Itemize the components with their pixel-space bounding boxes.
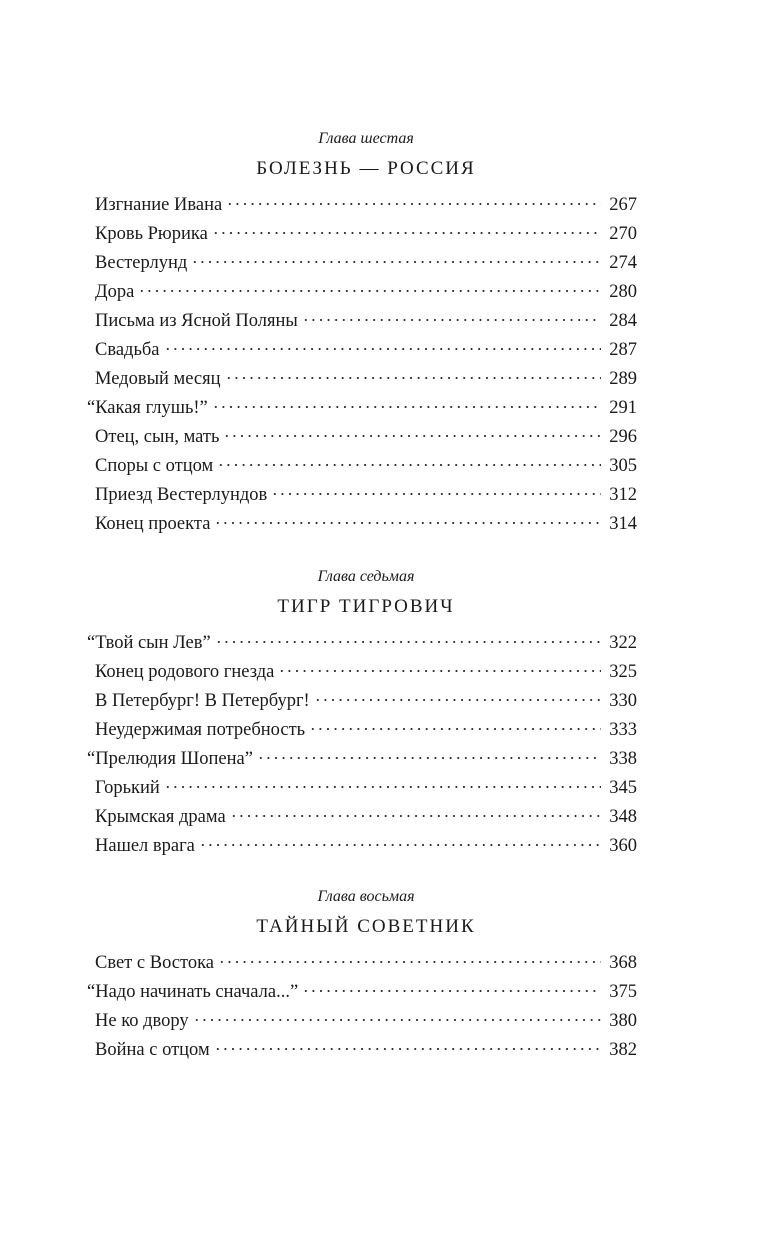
toc-entry-title: “Твой сын Лев” <box>87 633 211 653</box>
toc-list <box>87 629 637 861</box>
toc-entry-page: 345 <box>609 778 637 798</box>
toc-entry <box>95 481 637 510</box>
chapter-6-section <box>87 129 637 539</box>
toc-entry-page: 267 <box>609 195 637 215</box>
dot-leader <box>214 1047 601 1051</box>
toc-entry-title: Неудержимая потребность <box>95 720 306 740</box>
toc-entry-title: Крымская драма <box>95 807 226 827</box>
toc-entry-page: 380 <box>609 1011 637 1031</box>
dot-leader <box>214 521 601 525</box>
dot-leader <box>138 289 601 293</box>
dot-leader <box>257 756 601 760</box>
toc-entry-title: Кровь Рюрика <box>95 224 208 244</box>
toc-entry-title: Приезд Вестерлундов <box>95 485 268 505</box>
dot-leader <box>302 318 601 322</box>
toc-entry-title: “Надо начинать сначала...” <box>87 982 299 1002</box>
toc-entry-page: 360 <box>609 836 637 856</box>
chapter-label: Глава седьмая <box>317 568 415 585</box>
toc-entry <box>95 510 637 539</box>
toc-list <box>87 191 637 539</box>
dot-leader <box>309 727 601 731</box>
toc-entry <box>87 394 637 423</box>
toc-entry-page: 296 <box>609 427 637 447</box>
toc-entry <box>95 832 637 861</box>
dot-leader <box>218 960 601 964</box>
dot-leader <box>223 434 601 438</box>
toc-entry-title: Война с отцом <box>95 1040 210 1060</box>
toc-entry-page: 291 <box>609 398 637 418</box>
toc-entry-title: Медовый месяц <box>95 369 221 389</box>
toc-list <box>87 949 637 1065</box>
toc-entry <box>95 365 637 394</box>
dot-leader <box>226 202 601 206</box>
toc-entry-page: 375 <box>609 982 637 1002</box>
toc-entry-title: Не ко двору <box>95 1011 189 1031</box>
toc-entry-title: Конец проекта <box>95 514 211 534</box>
dot-leader <box>230 814 601 818</box>
toc-entry-title: “Какая глушь!” <box>87 398 208 418</box>
toc-entry <box>87 745 637 774</box>
toc-entry-title: Горький <box>95 778 160 798</box>
toc-entry-title: Свадьба <box>95 340 160 360</box>
toc-entry <box>95 249 637 278</box>
dot-leader <box>191 260 601 264</box>
toc-entry-page: 284 <box>609 311 637 331</box>
toc-entry-page: 314 <box>609 514 637 534</box>
dot-leader <box>225 376 601 380</box>
toc-entry <box>95 716 637 745</box>
toc-entry <box>95 452 637 481</box>
toc-entry <box>95 423 637 452</box>
dot-leader <box>278 669 601 673</box>
toc-entry-page: 312 <box>609 485 637 505</box>
toc-entry <box>95 191 637 220</box>
toc-entry-title: Изгнание Ивана <box>95 195 223 215</box>
chapter-8-section <box>87 887 637 1065</box>
toc-entry <box>95 1036 637 1065</box>
dot-leader <box>164 785 601 789</box>
toc-entry-page: 348 <box>609 807 637 827</box>
toc-entry-page: 368 <box>609 953 637 973</box>
dot-leader <box>215 640 601 644</box>
toc-entry <box>95 220 637 249</box>
dot-leader <box>212 231 601 235</box>
toc-entry-page: 274 <box>609 253 637 273</box>
chapter-title: ТИГР ТИГРОВИЧ <box>277 596 455 617</box>
toc-entry-page: 382 <box>609 1040 637 1060</box>
toc-entry-title: Дора <box>95 282 135 302</box>
toc-entry-title: Конец родового гнезда <box>95 662 275 682</box>
dot-leader <box>271 492 601 496</box>
toc-entry <box>95 687 637 716</box>
toc-entry-page: 325 <box>609 662 637 682</box>
chapter-label: Глава шестая <box>318 130 414 147</box>
dot-leader <box>193 1018 601 1022</box>
toc-entry-page: 287 <box>609 340 637 360</box>
toc-entry-page: 270 <box>609 224 637 244</box>
chapter-title: БОЛЕЗНЬ — РОССИЯ <box>256 158 476 179</box>
toc-entry-title: Свет с Востока <box>95 953 214 973</box>
dot-leader <box>199 843 601 847</box>
toc-entry-page: 338 <box>609 749 637 769</box>
toc-entry-title: Вестерлунд <box>95 253 188 273</box>
toc-entry-page: 289 <box>609 369 637 389</box>
toc-entry-title: Нашел врага <box>95 836 195 856</box>
toc-entry <box>95 803 637 832</box>
toc-entry <box>95 278 637 307</box>
toc-entry-title: Отец, сын, мать <box>95 427 220 447</box>
dot-leader <box>314 698 601 702</box>
toc-entry <box>95 774 637 803</box>
chapter-label: Глава восьмая <box>317 888 415 905</box>
toc-entry-title: Споры с отцом <box>95 456 214 476</box>
toc-entry <box>95 1007 637 1036</box>
toc-entry-title: “Прелюдия Шопена” <box>87 749 253 769</box>
toc-entry <box>95 949 637 978</box>
dot-leader <box>302 989 601 993</box>
toc-entry <box>95 307 637 336</box>
toc-entry <box>87 978 637 1007</box>
toc-entry-page: 330 <box>609 691 637 711</box>
toc-entry-page: 280 <box>609 282 637 302</box>
toc-entry <box>95 658 637 687</box>
chapter-title: ТАЙНЫЙ СОВЕТНИК <box>256 916 476 937</box>
toc-entry <box>87 629 637 658</box>
toc-entry <box>95 336 637 365</box>
toc-entry-title: В Петербург! В Петербург! <box>95 691 310 711</box>
toc-entry-title: Письма из Ясной Поляны <box>95 311 298 331</box>
toc-entry-page: 333 <box>609 720 637 740</box>
dot-leader <box>164 347 601 351</box>
chapter-7-section <box>87 567 637 861</box>
toc-entry-page: 305 <box>609 456 637 476</box>
toc-entry-page: 322 <box>609 633 637 653</box>
dot-leader <box>212 405 601 409</box>
dot-leader <box>217 463 601 467</box>
